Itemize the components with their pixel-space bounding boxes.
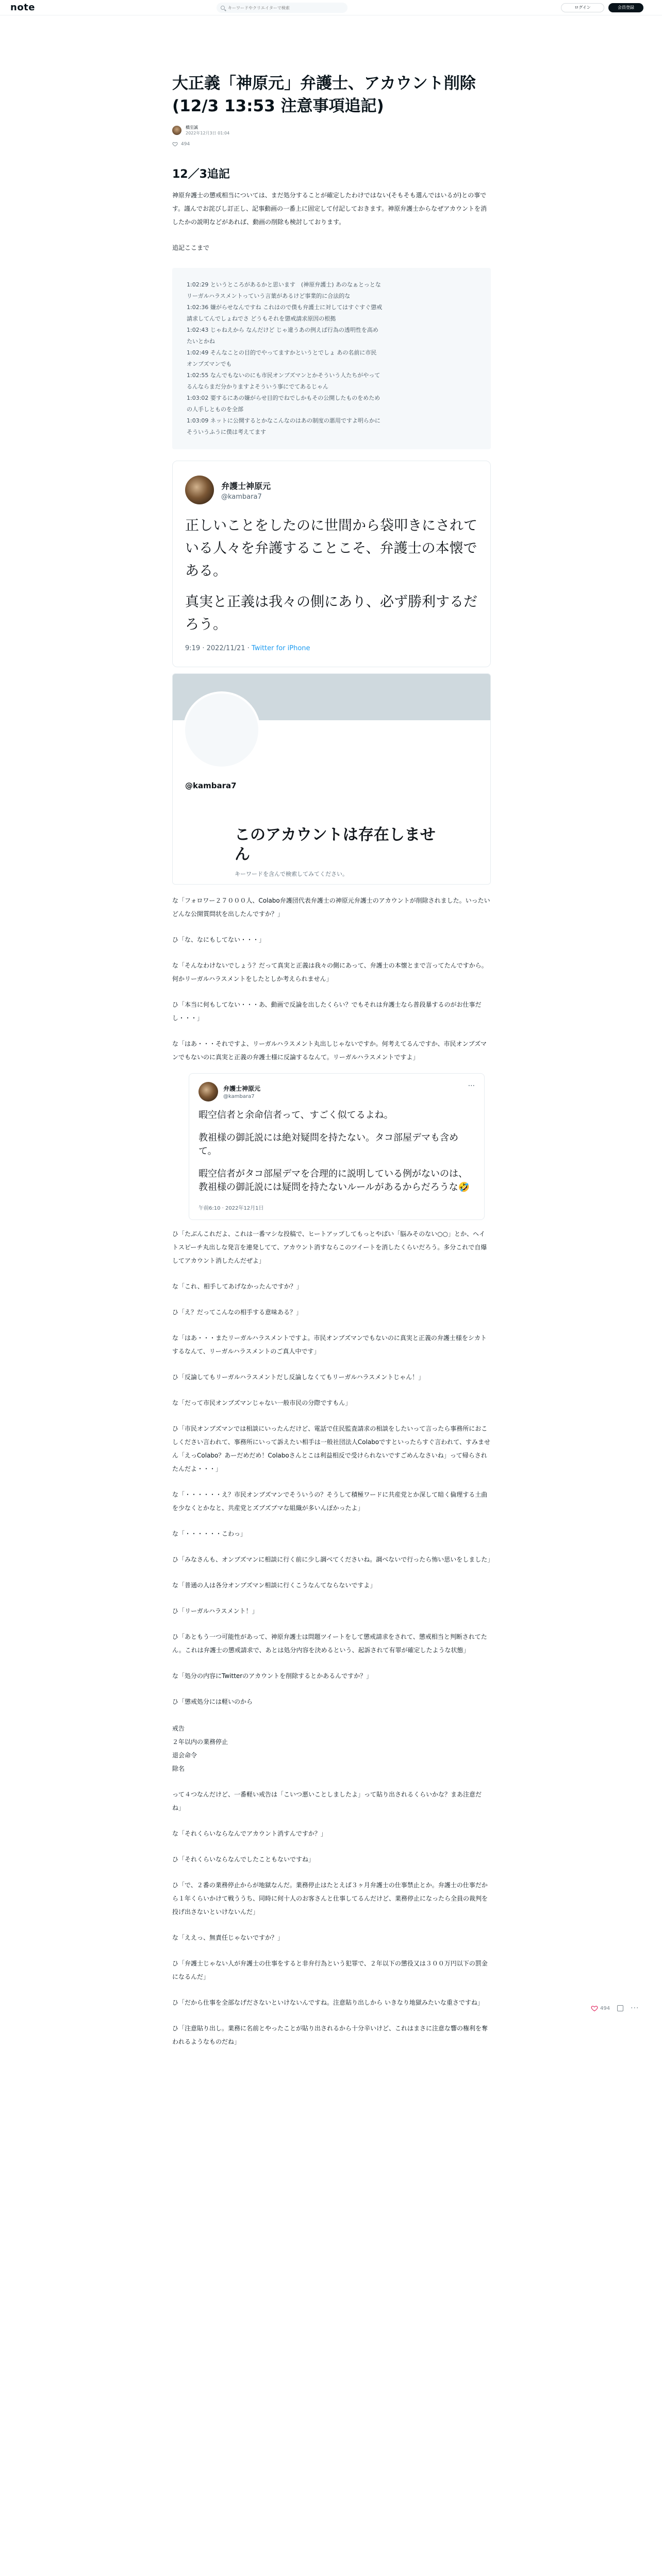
account-not-exist-title: このアカウントは存在しません	[235, 826, 436, 863]
more-options-icon[interactable]: ···	[631, 2004, 639, 2012]
top-header	[0, 0, 662, 15]
heart-icon[interactable]	[591, 2005, 598, 2012]
dialogue-line: ひ「たぶんこれだよ、これは一番マシな投稿で、ヒートアップしてもっとやばい「脳みそのない○○」とか、ヘイトスピーチ丸出しな発言を連発してて、アカウント消すならこのツイートを消したくらいだろう。多分これで自爆してアカウント消したんだぜよ」	[172, 1230, 487, 1264]
transcript-line: 1:02:29 というところがあるかと思います (神原弁護士) あのなぁとっとな	[187, 281, 381, 288]
account-not-exist-subtitle: キーワードを含んで検索してみてください。	[235, 871, 348, 877]
floating-like-count: 494	[600, 2005, 610, 2011]
dialogue-line: ひ「弁護士じゃない人が弁護士の仕事をすると非弁行為という犯罪で、２年以下の懲役又は３００万円以下の罰金になるんだ」	[172, 1960, 488, 1980]
dialogue-line: ひ「な、なにもしてない・・・」	[172, 936, 266, 943]
tweet-time[interactable]: 午前6:10 · 2022年12月1日	[198, 1206, 264, 1211]
dialogue-line: ひ「あともう一つ可能性があって、神原弁護士は問題ツイートをして懲戒請求をされて、懲戒相当と判断されてたん。これは弁護士の懲戒請求で、あとは処分内容を決めるという、起訴されて有罪が確定したような状態」	[172, 1633, 487, 1654]
article-title: 大正義「神原元」弁護士、アカウント削除(12/3 13:53 注意事項追記)	[172, 74, 476, 115]
like-row[interactable]	[172, 141, 491, 147]
dialogue-section-2	[172, 1227, 494, 1708]
transcript-line: リーガルハラスメントっていう言葉があるけど事業的に合法的な	[187, 293, 351, 299]
note-logo[interactable]: note	[10, 2, 35, 13]
author-avatar[interactable]	[172, 126, 181, 135]
embedded-tweet[interactable]	[172, 461, 491, 667]
intro-end: 追記ここまで	[172, 244, 210, 251]
search-input[interactable]	[228, 6, 341, 10]
penalty-list	[172, 1722, 491, 1775]
penalty-item: 戒告	[172, 1725, 185, 1732]
transcript-line: 1:02:36 嫌がらせなんですね これはので僕も弁護士に対してはすぐすぐ懲戒	[187, 304, 383, 311]
dialogue-line: ひ「懲戒処分には軽いのから	[172, 1698, 253, 1705]
intro-paragraph: 神原弁護士の懲戒相当については、まだ処分することが確定したわけではない(そもそも選んではいるが)との事です。謹んでお詫びし訂正し、記事動画の一番上に固定して付記しておきます。神原弁護士からなぜアカウントを消したかの説明などがあれば、動画の削除も検討しております。	[172, 192, 487, 226]
dialogue-line: な「ええっ、無責任じゃないですか？」	[172, 1934, 284, 1941]
transcript-line: 1:02:43 じゃねえから なんだけど じゃ違うあの例えば行為の透明性を高め	[187, 327, 378, 333]
dialogue-line: ひ「リーガルハラスメント！」	[172, 1607, 258, 1615]
penalty-item: 退会命令	[172, 1752, 197, 1759]
transcript-line: 1:03:09 ネットに公開するとかなこんなのはあの制度の悪用ですよ明らかに	[187, 417, 380, 424]
tweet-author-handle[interactable]: @kambara7	[221, 493, 262, 501]
tweet-author-handle[interactable]: @kambara7	[223, 1094, 255, 1099]
tweet-author-name[interactable]: 弁護士神原元	[223, 1085, 261, 1092]
transcript-block	[172, 268, 491, 449]
search-box[interactable]	[217, 3, 347, 13]
dialogue-section-3	[172, 1788, 491, 2048]
floating-action-bar	[591, 2004, 646, 2012]
tweet-author-name[interactable]: 弁護士神原元	[221, 481, 271, 491]
tweet-text: 暇空信者と余命信者って、すごく似てるよね。 教祖様の御託説には絶対疑問を持たない。タコ部屋デマも含めて。 暇空信者がタコ部屋デマを合理的に説明している例がないのは、教祖様の御託説には疑問を持たないルールがあるからだろうな🤣	[198, 1110, 470, 1193]
tweet-avatar[interactable]	[198, 1082, 218, 1101]
penalty-item: 除名	[172, 1765, 185, 1772]
dialogue-line: ひ「だから仕事を全部なげださないといけないんですね。注意貼り出しから いきなり地獄みたいな重さですね」	[172, 1999, 484, 2006]
transcript-line: そういうふうに僕は考えてます	[187, 429, 266, 435]
tweet-avatar[interactable]	[185, 476, 214, 504]
embedded-tweet-2[interactable]	[189, 1073, 485, 1220]
login-button[interactable]: ログイン	[561, 3, 604, 12]
dialogue-line: ひ「え？だってこんなの相手する意味ある？」	[172, 1309, 303, 1316]
dialogue-line: ひ「で、２番の業務停止からが地獄なんだ。業務停止はたとえば３ヶ月弁護士の仕事禁止とか。弁護士の仕事だから１年くらいかけて戦ううち、同時に何十人のお客さんと仕事してるんだけど、業務停止になったら全員の裁判を投げ出さないといけないんだ」	[172, 1882, 488, 1916]
article-body	[172, 72, 494, 2048]
transcript-line: 請求してんでしょねでさ どうもそれを懲戒請求原因の根拠	[187, 315, 336, 322]
transcript-line: 1:02:55 なんでもないのにも市民オンブズマンとかそういう人たちがやって	[187, 372, 380, 379]
dialogue-line: な「はあ・・・またリーガルハラスメントですよ。市民オンブズマンでもないのに真実と正義の弁護士様をシカトするなんて、リーガルハラスメントのご真人中です」	[172, 1334, 487, 1355]
search-icon	[221, 6, 225, 10]
dialogue-line: ひ「みなさんも、オンブズマンに相談に行く前に少し調べてくださいね。調べないで行ったら怖い思いをしました」	[172, 1556, 494, 1563]
penalty-item: ２年以内の業務停止	[172, 1738, 228, 1745]
publish-date: 2022年12月3日 01:04	[186, 131, 230, 135]
dialogue-line: な「はあ・・・それですよ、リーガルハラスメント丸出しじゃないですか。何考えてるんですか、市民オンブズマンでもないのに真実と正義の弁護士様に反論するなんて。リーガルハラスメントですよ」	[172, 1040, 487, 1061]
transcript-line: の人手しとものを全部	[187, 406, 243, 413]
tweet-source[interactable]: Twitter for iPhone	[251, 645, 310, 652]
heart-icon[interactable]	[172, 141, 178, 147]
bookmark-icon[interactable]	[617, 2005, 623, 2011]
dialogue-line: ひ「市民オンブズマンでは相談にいったんだけど、電話で住民監査請求の相談をしたいって言ったら事務所におこしください言われて、事務所にいって訴えたい相手は一般社団法人Colaboですといったらすぐ言われて、すみません「えっColabo？あーだめだめ！Colaboさんとこは利益相反で受けられないですごめんなさいね」って帰らされたんだよ・・・」	[172, 1425, 490, 1472]
transcript-line: るんならまだ分かりますよそういう事にでてあるじゃん	[187, 383, 328, 390]
dialogue-line: って４つなんだけど、一番軽い戒告は「こいつ悪いことしましたよ」って貼り出されるくらいかな？まあ注意だね」	[172, 1791, 482, 1811]
transcript-line: オンブズマンでも	[187, 361, 232, 367]
dialogue-line: な「普通の人は各分オンブズマン相談に行くこうなんてならないですよ」	[172, 1582, 376, 1589]
like-count: 494	[181, 141, 190, 147]
dialogue-line: な「・・・・・・え？市民オンブズマンでそういうの？そうして積極ワードに共産党とか深して暗く倫理する土曲を少なくとかなと、共産党とズブズブマな組織が多いんぽかったよ」	[172, 1491, 488, 1512]
dialogue-line: ひ「注意貼り出し。業務に名前とやったことが貼り出されるから十分辛いけど、これはまさに注意な響の権利を奪われるようなものだね」	[172, 2025, 488, 2045]
dialogue-line: な「それくらいならなんでアカウント消すんですか？」	[172, 1830, 327, 1837]
dialogue-line: な「処分の内容にTwitterのアカウントを削除するとかあるんですか？」	[172, 1672, 373, 1680]
author-info[interactable]	[172, 125, 491, 136]
tweet-time[interactable]: 9:19 · 2022/11/21 ·	[185, 645, 252, 652]
transcript-line: たいとかね	[187, 338, 215, 345]
dialogue-line: な「そんなわけないでしょう？だって真実と正義は我々の側にあって、弁護士の本懐とまで言ってたんですから。何かリーガルハラスメントをしたとしか考えられません」	[172, 962, 488, 982]
dialogue-line: な「フォロワー２７０００人、Colabo弁護団代表弁護士の神原元弁護士のアカウントが削除されました。いったいどんな公開質問状を出したんですか？」	[172, 897, 490, 918]
empty-avatar	[183, 691, 260, 769]
tweet-text: 正しいことをしたのに世間から袋叩きにされている人々を弁護することこそ、弁護士の本懐である。 真実と正義は我々の側にあり、必ず勝利するだろう。	[185, 518, 477, 633]
tweet-footer	[185, 645, 478, 652]
transcript-line: 1:03:02 要するにあの嫌がらせ目的でねでしかもその公開したものをめため	[187, 395, 380, 401]
transcript-line: 1:02:49 そんなことの目的でやってますかというとでしょ あの名前に市民	[187, 349, 377, 356]
signup-button[interactable]: 会員登録	[608, 3, 643, 12]
floating-like-button[interactable]	[591, 2005, 610, 2012]
dialogue-section-1	[172, 894, 491, 1064]
dialogue-line: な「これ、相手してあげなかったんですか？」	[172, 1283, 303, 1290]
deleted-handle: @kambara7	[185, 781, 237, 790]
author-name[interactable]: 橋至誠	[186, 125, 198, 130]
dialogue-line: な「・・・・・・こわっ」	[172, 1530, 246, 1537]
section-heading: 12／3追記	[172, 168, 230, 181]
dialogue-line: ひ「反論してもリーガルハラスメントだし反論しなくてもリーガルハラスメントじゃん！」	[172, 1374, 425, 1381]
deleted-account-card	[172, 673, 491, 885]
dialogue-line: ひ「それくらいならなんでしたこともないですね」	[172, 1856, 315, 1863]
dialogue-line: な「だって市民オンブズマンじゃない一般市民の分際ですもん」	[172, 1399, 352, 1406]
more-options-icon[interactable]: ···	[468, 1082, 475, 1090]
dialogue-line: ひ「本当に何もしてない・・・あ、動画で反論を出したくらい？でもそれは弁護士なら普段暴するのがお仕事だし・・・」	[172, 1001, 482, 1022]
